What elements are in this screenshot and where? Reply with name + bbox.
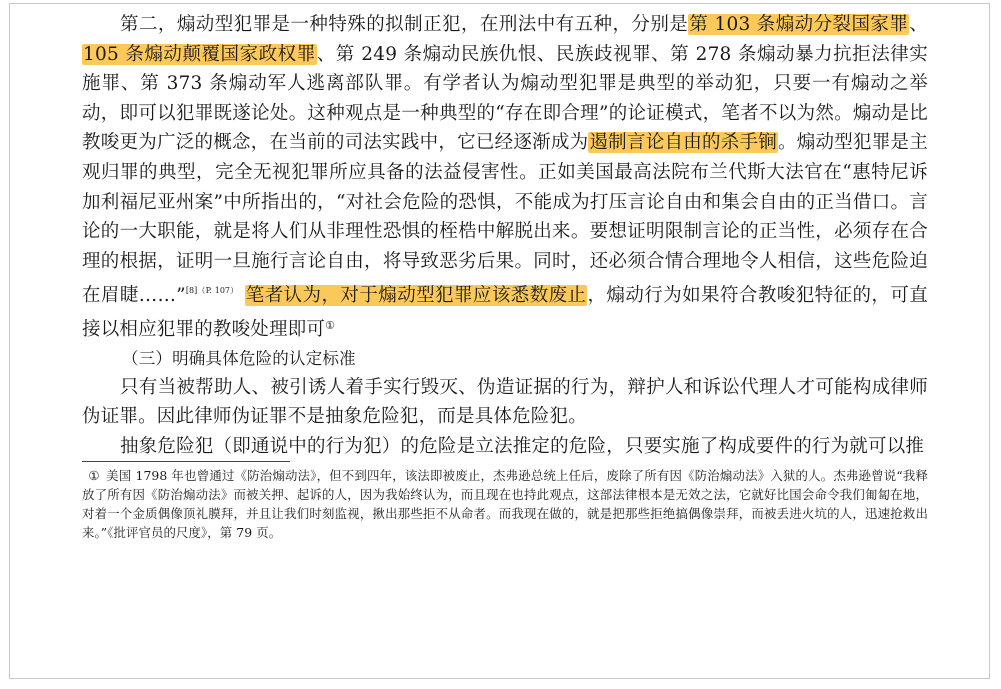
footnote-text: 美国 1798 年也曾通过《防治煽动法》，但不到四年，该法即被废止，杰弗逊总统上任后，废除了所有因《防治煽动法》入狱的人。杰弗逊曾说“我释放了所有因《防治煽动法》而被关押、起诉的人，因为我始终认为，而且现在也持此观点，这部法律根本是无效之法，它就好比国会命令我们匍匐在地，对着一个金质偶像顶礼膜拜，并且让我们时刻监视，揪出那些拒不从命者。而我现在做的，就是把那些拒绝搞偶像崇拜，而被丢进火坑的人，迅速抢救出来。”《批评官员的尺度》，第 79 页。: [82, 468, 928, 540]
footnote-mark: ①: [88, 468, 100, 483]
paragraph-abstract-danger: 抽象危险犯（即通说中的行为犯）的危险是立法推定的危险，只要实施了构成要件的行为就可以推: [120, 435, 925, 457]
paragraph-incitement-crimes: [82, 10, 928, 345]
paragraph-lawyer-perjury: 只有当被帮助人、被引诱人着手实行毁灭、伪造证据的行为，辩护人和诉讼代理人才可能构成律师伪证罪。因此律师伪证罪不是抽象危险犯，而是具体危险犯。: [82, 376, 928, 428]
citation-marker: [8]（P. 107）: [185, 286, 239, 296]
footnote-divider: [82, 461, 290, 462]
footnote-reference[interactable]: ①: [325, 318, 336, 332]
highlight-article-103[interactable]: 第 103 条煽动分裂国家罪: [689, 14, 909, 35]
highlight-author-opinion[interactable]: 笔者认为，对于煽动型犯罪应该悉数废止: [245, 285, 587, 307]
paragraph-text: ，煽动行为如果符合教唆犯特征的，可直接以相应犯罪的教唆处理即可: [82, 285, 928, 340]
paragraph-text: 。煽动型犯罪是主观归罪的典型，完全无视犯罪所应具备的法益侵害性。正如美国最高法院布兰代斯大法官在“惠特尼诉加利福尼亚州案”中所指出的，“对社会危险的恐惧，不能成为打压言论自由和集会自由的正当借口。言论的一大职能，就是将人们从非理性恐惧的桎梏中解脱出来。要想证明限制言论的正当性，必须存在合理的根据，证明一旦施行言论自由，将导致恶劣后果。同时，还必须合情合理地令人相信，这些危险迫在眉睫……”: [82, 132, 928, 307]
section-subheading: （三）明确具体危险的认定标准: [122, 348, 356, 368]
document-body: [82, 10, 928, 461]
paragraph-text: 第二，煽动型犯罪是一种特殊的拟制正犯，在刑法中有五种，分别是: [120, 14, 689, 35]
paragraph-text: 、: [909, 14, 928, 35]
highlight-article-105[interactable]: 105 条煽动颠覆国家政权罪: [83, 43, 316, 65]
footnote: [82, 466, 928, 542]
paragraph-text: 、第 249 条煽动民族仇恨、民族歧视罪、第 278 条煽动暴力抗拒法律实施罪、第 373 条煽动军人逃离部队罪。有学者认为煽动型犯罪是典型的举动犯，只要一有煽动之举动，即可以犯罪既遂论处。这种观点是一种典型的“存在即合理”的论证模式，笔者不以为然。煽动是比教唆更为广泛的概念，在当前的司法实践中，它已经逐渐成为: [82, 43, 929, 154]
highlight-free-speech-killer[interactable]: 遏制言论自由的杀手锏: [589, 132, 777, 154]
